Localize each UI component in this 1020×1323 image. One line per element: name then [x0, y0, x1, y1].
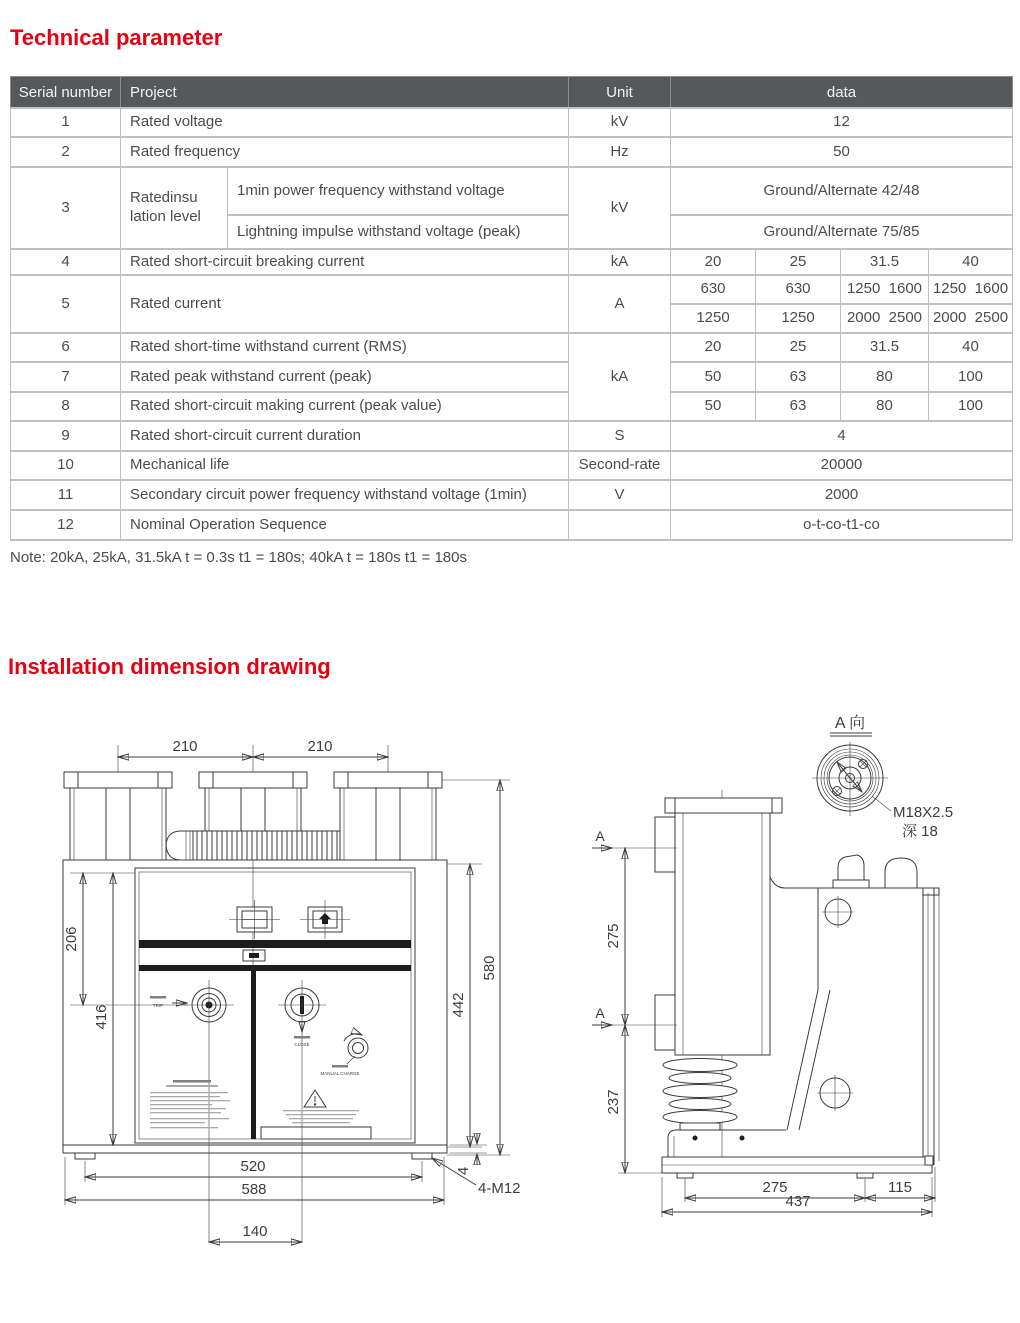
- cell-data: 80: [841, 392, 929, 421]
- cell-unit: [569, 510, 671, 540]
- cell-data: 25: [756, 333, 841, 362]
- side-body: [655, 790, 939, 1178]
- thread-depth-label: 深 18: [902, 823, 938, 840]
- cell-data: 630: [671, 275, 756, 304]
- table-header-row: [11, 77, 1013, 109]
- cell-unit: S: [569, 421, 671, 451]
- insulator-bellows: [663, 1059, 737, 1131]
- cell-data: 12: [671, 108, 1013, 137]
- cell-data: 31.5: [841, 249, 929, 275]
- dim-437: 437: [785, 1193, 811, 1210]
- table-row: [11, 480, 1013, 510]
- a-view-label: A 向: [834, 715, 866, 732]
- dim-588: 588: [241, 1181, 267, 1198]
- cell-data: 20: [671, 249, 756, 275]
- cell-unit: V: [569, 480, 671, 510]
- cell-data: 1250 1600: [929, 275, 1013, 304]
- cell-data: 31.5: [841, 333, 929, 362]
- indicator-window-left: [229, 900, 280, 939]
- warning-notice: [261, 1090, 371, 1139]
- cell-unit: kV: [569, 108, 671, 137]
- table-note: Note: 20kA, 25kA, 31.5kA t = 0.3s t1 = 180s; 40kA t = 180s t1 = 180s: [10, 549, 467, 566]
- cell-project: Rated short-circuit making current (peak value): [121, 392, 569, 421]
- dim-237: 237: [605, 1089, 622, 1115]
- a-view-detail: [812, 714, 953, 840]
- front-view-drawing: [40, 735, 530, 1270]
- cell-serial: 4: [11, 249, 121, 275]
- cell-unit: kA: [569, 333, 671, 421]
- table-row: [11, 249, 1013, 275]
- cell-data: 2000 2500: [929, 304, 1013, 333]
- trip-label: TRIP: [152, 1003, 164, 1008]
- table-row: [11, 275, 1013, 304]
- cell-project: Rated short-circuit breaking current: [121, 249, 569, 275]
- cell-project: Rated frequency: [121, 137, 569, 167]
- dim-140: 140: [242, 1223, 268, 1240]
- nameplate: [150, 1080, 230, 1128]
- cell-serial: 6: [11, 333, 121, 362]
- col-header-data: data: [671, 77, 1013, 109]
- installation-dimension-title: Installation dimension drawing: [8, 654, 331, 679]
- cell-data: 100: [929, 392, 1013, 421]
- table-row: [11, 451, 1013, 480]
- cell-unit: kA: [569, 249, 671, 275]
- cell-data: 80: [841, 362, 929, 392]
- cell-data: 50: [671, 362, 756, 392]
- cell-data: 25: [756, 249, 841, 275]
- dim-580: 580: [481, 955, 498, 981]
- dim-plate-4: 4: [455, 1166, 472, 1176]
- charging-mechanism: [166, 831, 340, 860]
- cell-data: 630: [756, 275, 841, 304]
- cell-data: 4: [671, 421, 1013, 451]
- cell-serial: 7: [11, 362, 121, 392]
- cell-project: Mechanical life: [121, 451, 569, 480]
- manual-charge-crank: [320, 1034, 368, 1076]
- cell-serial: 12: [11, 510, 121, 540]
- cell-data: 100: [929, 362, 1013, 392]
- col-header-project: Project: [121, 77, 569, 109]
- cell-serial: 2: [11, 137, 121, 167]
- cell-unit: kV: [569, 167, 671, 249]
- mechanism-dome: [885, 858, 917, 888]
- cell-data: 1250 1600: [841, 275, 929, 304]
- cell-data: 2000 2500: [841, 304, 929, 333]
- cell-data: 40: [929, 333, 1013, 362]
- cell-serial: 8: [11, 392, 121, 421]
- front-panel: [135, 868, 415, 1143]
- cell-data: 63: [756, 362, 841, 392]
- cell-data: 20000: [671, 451, 1013, 480]
- table-row: [11, 392, 1013, 421]
- cell-serial: 10: [11, 451, 121, 480]
- dim-442: 442: [450, 992, 467, 1018]
- trip-button: [150, 980, 234, 1242]
- cell-unit: Hz: [569, 137, 671, 167]
- dim-115: 115: [888, 1179, 912, 1196]
- dim-520: 520: [240, 1158, 266, 1175]
- dim-275-bottom: 275: [762, 1179, 788, 1196]
- cell-project: Rated short-time withstand current (RMS): [121, 333, 569, 362]
- dim-right: [442, 780, 510, 1175]
- cell-data: 40: [929, 249, 1013, 275]
- dim-210-right: 210: [307, 738, 333, 755]
- cell-serial: 1: [11, 108, 121, 137]
- cell-project: Rated voltage: [121, 108, 569, 137]
- indicator-window-right: [300, 900, 350, 939]
- cell-data: Ground/Alternate 75/85: [671, 215, 1013, 249]
- table-row: [11, 421, 1013, 451]
- cell-data: 50: [671, 392, 756, 421]
- cell-unit: Second-rate: [569, 451, 671, 480]
- cell-data: 1250: [671, 304, 756, 333]
- cell-data: o-t-co-t1-co: [671, 510, 1013, 540]
- table-row: [11, 362, 1013, 392]
- cell-project-group: Ratedinsu lation level: [121, 167, 228, 249]
- col-header-serial: Serial number: [11, 77, 121, 109]
- side-view-drawing: [580, 690, 1020, 1235]
- dim-bottom: [65, 1157, 521, 1242]
- dim-275-vertical: 275: [605, 923, 622, 949]
- table-row: [11, 333, 1013, 362]
- cell-data: 2000: [671, 480, 1013, 510]
- section-a-bottom: A: [595, 1005, 605, 1021]
- cell-data: 1250: [756, 304, 841, 333]
- cell-subproject: Lightning impulse withstand voltage (peak): [228, 215, 569, 249]
- close-label: CLOSE: [294, 1042, 310, 1047]
- cell-project: Rated current: [121, 275, 569, 333]
- dim-416: 416: [93, 1004, 110, 1030]
- manual-charge-label: MANUAL CHARGE: [320, 1071, 360, 1076]
- cell-subproject: 1min power frequency withstand voltage: [228, 167, 569, 215]
- cell-serial: 11: [11, 480, 121, 510]
- cell-project: Rated peak withstand current (peak): [121, 362, 569, 392]
- dim-206: 206: [63, 926, 80, 952]
- base-frame: [662, 1130, 933, 1178]
- table-row: [11, 167, 1013, 215]
- cell-unit: A: [569, 275, 671, 333]
- cell-serial: 9: [11, 421, 121, 451]
- dim-bottom-side: [662, 1167, 935, 1217]
- technical-parameter-table: [10, 76, 1013, 541]
- table-row: [11, 108, 1013, 137]
- table-row: [11, 510, 1013, 540]
- cell-data: 63: [756, 392, 841, 421]
- dim-210-left: 210: [172, 738, 198, 755]
- cell-data: Ground/Alternate 42/48: [671, 167, 1013, 215]
- technical-parameter-title: Technical parameter: [10, 25, 223, 50]
- col-header-unit: Unit: [569, 77, 671, 109]
- thread-spec-label: M18X2.5: [893, 804, 954, 821]
- cell-serial: 3: [11, 167, 121, 249]
- cell-project: Nominal Operation Sequence: [121, 510, 569, 540]
- section-a-top: A: [595, 828, 605, 844]
- cell-project: Rated short-circuit current duration: [121, 421, 569, 451]
- cell-project: Secondary circuit power frequency withstand voltage (1min): [121, 480, 569, 510]
- cell-data: 20: [671, 333, 756, 362]
- table-row: [11, 137, 1013, 167]
- mounting-holes-label: 4-M12: [478, 1180, 521, 1197]
- cell-serial: 5: [11, 275, 121, 333]
- cell-data: 50: [671, 137, 1013, 167]
